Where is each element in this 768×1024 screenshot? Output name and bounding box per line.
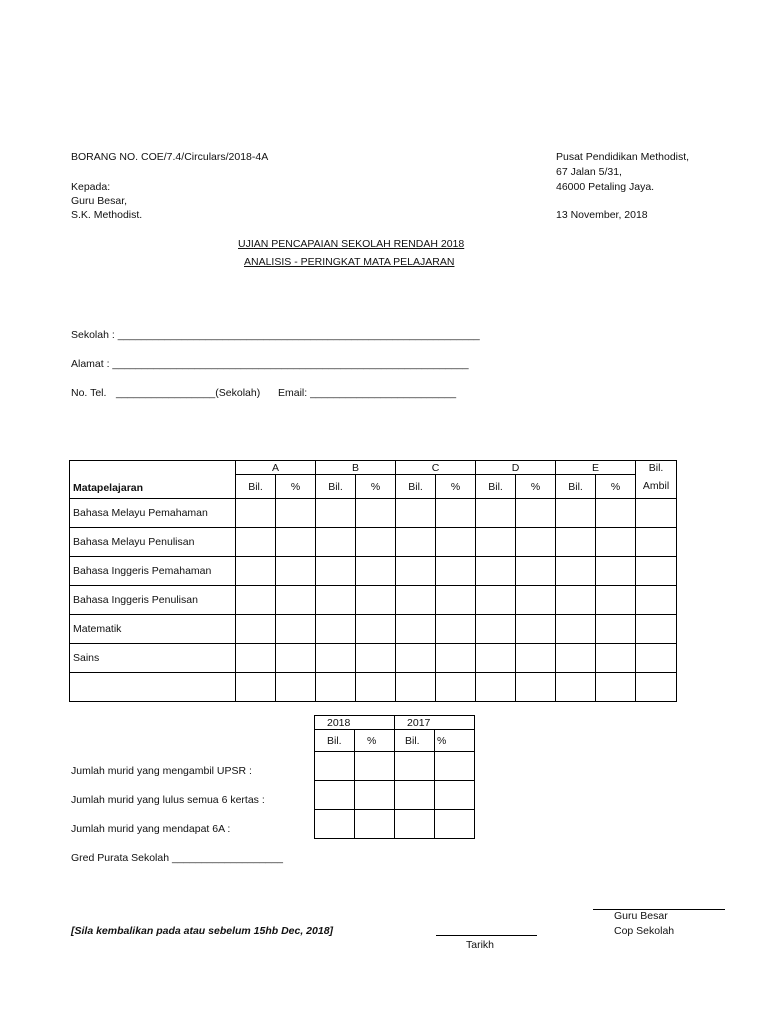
bil-header: Bil. (236, 475, 276, 499)
input-cell[interactable] (395, 781, 435, 810)
input-cell[interactable] (355, 752, 395, 781)
tel-field[interactable]: _________________(Sekolah) (116, 387, 261, 399)
input-cell[interactable] (236, 528, 276, 557)
input-cell[interactable] (356, 557, 396, 586)
recipient-line2: S.K. Methodist. (71, 209, 143, 221)
input-cell[interactable] (236, 644, 276, 673)
input-cell[interactable] (315, 810, 355, 839)
subject-name (70, 673, 236, 702)
input-cell[interactable] (276, 528, 316, 557)
grade-header-e: E (556, 461, 636, 475)
input-cell[interactable] (316, 586, 356, 615)
input-cell[interactable] (436, 528, 476, 557)
input-cell[interactable] (316, 673, 356, 702)
input-cell[interactable] (435, 752, 475, 781)
input-cell[interactable] (276, 557, 316, 586)
input-cell[interactable] (596, 615, 636, 644)
ambil-header-bottom: Ambil (636, 475, 677, 499)
input-cell[interactable] (436, 673, 476, 702)
ambil-header-top: Bil. (636, 461, 677, 475)
summary-table (314, 715, 475, 839)
input-cell[interactable] (516, 528, 556, 557)
return-note: [Sila kembalikan pada atau sebelum 15hb Dec, 2018] (71, 925, 334, 937)
input-cell[interactable] (636, 557, 677, 586)
date-line[interactable] (436, 935, 537, 936)
input-cell[interactable] (556, 586, 596, 615)
input-cell[interactable] (636, 615, 677, 644)
recipient-line1: Guru Besar, (71, 195, 128, 207)
input-cell[interactable] (556, 615, 596, 644)
input-cell[interactable] (395, 810, 435, 839)
input-cell[interactable] (396, 499, 436, 528)
input-cell[interactable] (315, 781, 355, 810)
input-cell[interactable] (636, 528, 677, 557)
input-cell[interactable] (596, 586, 636, 615)
tel-label: No. Tel. (71, 387, 107, 399)
input-cell[interactable] (316, 499, 356, 528)
input-cell[interactable] (396, 557, 436, 586)
input-cell[interactable] (355, 781, 395, 810)
summary-row-6a: Jumlah murid yang mendapat 6A : (71, 823, 231, 835)
input-cell[interactable] (516, 615, 556, 644)
input-cell[interactable] (435, 781, 475, 810)
input-cell[interactable] (395, 752, 435, 781)
input-cell[interactable] (636, 673, 677, 702)
input-cell[interactable] (316, 615, 356, 644)
input-cell[interactable] (236, 586, 276, 615)
table-row (70, 615, 677, 644)
pct-header: % (435, 730, 475, 752)
input-cell[interactable] (596, 528, 636, 557)
input-cell[interactable] (476, 499, 516, 528)
input-cell[interactable] (436, 644, 476, 673)
input-cell[interactable] (316, 528, 356, 557)
table-row (70, 557, 677, 586)
pct-header: % (596, 475, 636, 499)
school-field[interactable]: Sekolah : ______________________________________________________________ (71, 329, 480, 341)
letter-date: 13 November, 2018 (556, 209, 648, 221)
input-cell[interactable] (276, 644, 316, 673)
bil-header: Bil. (315, 730, 355, 752)
bil-header: Bil. (556, 475, 596, 499)
input-cell[interactable] (476, 528, 516, 557)
subject-name: Bahasa Inggeris Pemahaman (70, 557, 236, 586)
school-stamp-label: Cop Sekolah (614, 925, 675, 937)
bil-header: Bil. (316, 475, 356, 499)
input-cell[interactable] (556, 528, 596, 557)
input-cell[interactable] (516, 499, 556, 528)
input-cell[interactable] (636, 499, 677, 528)
input-cell[interactable] (516, 673, 556, 702)
table-row (70, 528, 677, 557)
recipient-label: Kepada: (71, 181, 111, 193)
grade-header-c: C (396, 461, 476, 475)
bil-header: Bil. (396, 475, 436, 499)
table-row (70, 499, 677, 528)
input-cell[interactable] (516, 557, 556, 586)
input-cell[interactable] (596, 644, 636, 673)
sender-address-line1: Pusat Pendidikan Methodist, (556, 151, 690, 163)
subject-name: Sains (70, 644, 236, 673)
input-cell[interactable] (356, 586, 396, 615)
email-field[interactable]: Email: _________________________ (278, 387, 457, 399)
input-cell[interactable] (356, 528, 396, 557)
input-cell[interactable] (356, 615, 396, 644)
input-cell[interactable] (396, 673, 436, 702)
year-header-2017: 2017 (395, 716, 475, 730)
subject-header: Matapelajaran (70, 461, 236, 499)
subject-name: Matematik (70, 615, 236, 644)
input-cell[interactable] (596, 499, 636, 528)
input-cell[interactable] (276, 499, 316, 528)
input-cell[interactable] (355, 810, 395, 839)
sender-address-line3: 46000 Petaling Jaya. (556, 181, 655, 193)
input-cell[interactable] (315, 752, 355, 781)
input-cell[interactable] (636, 644, 677, 673)
input-cell[interactable] (476, 557, 516, 586)
input-cell[interactable] (276, 615, 316, 644)
summary-row-upsr: Jumlah murid yang mengambil UPSR : (71, 765, 252, 777)
input-cell[interactable] (356, 499, 396, 528)
input-cell[interactable] (476, 615, 516, 644)
input-cell[interactable] (436, 499, 476, 528)
input-cell[interactable] (636, 586, 677, 615)
pct-header: % (436, 475, 476, 499)
form-number: BORANG NO. COE/7.4/Circulars/2018-4A (71, 151, 269, 163)
title-line2: ANALISIS - PERINGKAT MATA PELAJARAN (244, 256, 455, 268)
input-cell[interactable] (396, 528, 436, 557)
input-cell[interactable] (396, 586, 436, 615)
input-cell[interactable] (516, 644, 556, 673)
input-cell[interactable] (316, 644, 356, 673)
title-line1: UJIAN PENCAPAIAN SEKOLAH RENDAH 2018 (238, 238, 465, 250)
input-cell[interactable] (236, 615, 276, 644)
bil-header: Bil. (476, 475, 516, 499)
sender-address-line2: 67 Jalan 5/31, (556, 166, 622, 178)
input-cell[interactable] (396, 644, 436, 673)
input-cell[interactable] (435, 810, 475, 839)
input-cell[interactable] (236, 499, 276, 528)
input-cell[interactable] (556, 673, 596, 702)
input-cell[interactable] (556, 557, 596, 586)
input-cell[interactable] (236, 557, 276, 586)
grade-header-b: B (316, 461, 396, 475)
input-cell[interactable] (476, 644, 516, 673)
pct-header: % (356, 475, 396, 499)
grade-header-d: D (476, 461, 556, 475)
principal-label: Guru Besar (614, 910, 668, 922)
input-cell[interactable] (356, 673, 396, 702)
table-row (70, 673, 677, 702)
subject-name: Bahasa Melayu Pemahaman (70, 499, 236, 528)
input-cell[interactable] (396, 615, 436, 644)
school-average-grade[interactable]: Gred Purata Sekolah ___________________ (71, 852, 283, 864)
input-cell[interactable] (276, 673, 316, 702)
pct-header: % (276, 475, 316, 499)
address-field[interactable]: Alamat : _____________________________________________________________ (71, 358, 469, 370)
grade-header-a: A (236, 461, 316, 475)
date-label: Tarikh (466, 939, 495, 951)
input-cell[interactable] (436, 586, 476, 615)
input-cell[interactable] (236, 673, 276, 702)
input-cell[interactable] (316, 557, 356, 586)
subject-analysis-table (69, 460, 677, 702)
input-cell[interactable] (596, 673, 636, 702)
input-cell[interactable] (516, 586, 556, 615)
input-cell[interactable] (356, 644, 396, 673)
pct-header: % (355, 730, 395, 752)
input-cell[interactable] (276, 586, 316, 615)
subject-name: Bahasa Inggeris Penulisan (70, 586, 236, 615)
pct-header: % (516, 475, 556, 499)
table-row (70, 644, 677, 673)
input-cell[interactable] (476, 673, 516, 702)
input-cell[interactable] (556, 644, 596, 673)
input-cell[interactable] (436, 557, 476, 586)
bil-header: Bil. (395, 730, 435, 752)
subject-name: Bahasa Melayu Penulisan (70, 528, 236, 557)
table-row (70, 586, 677, 615)
input-cell[interactable] (596, 557, 636, 586)
input-cell[interactable] (476, 586, 516, 615)
input-cell[interactable] (556, 499, 596, 528)
summary-row-pass-all: Jumlah murid yang lulus semua 6 kertas : (71, 794, 265, 806)
year-header-2018: 2018 (315, 716, 395, 730)
input-cell[interactable] (436, 615, 476, 644)
